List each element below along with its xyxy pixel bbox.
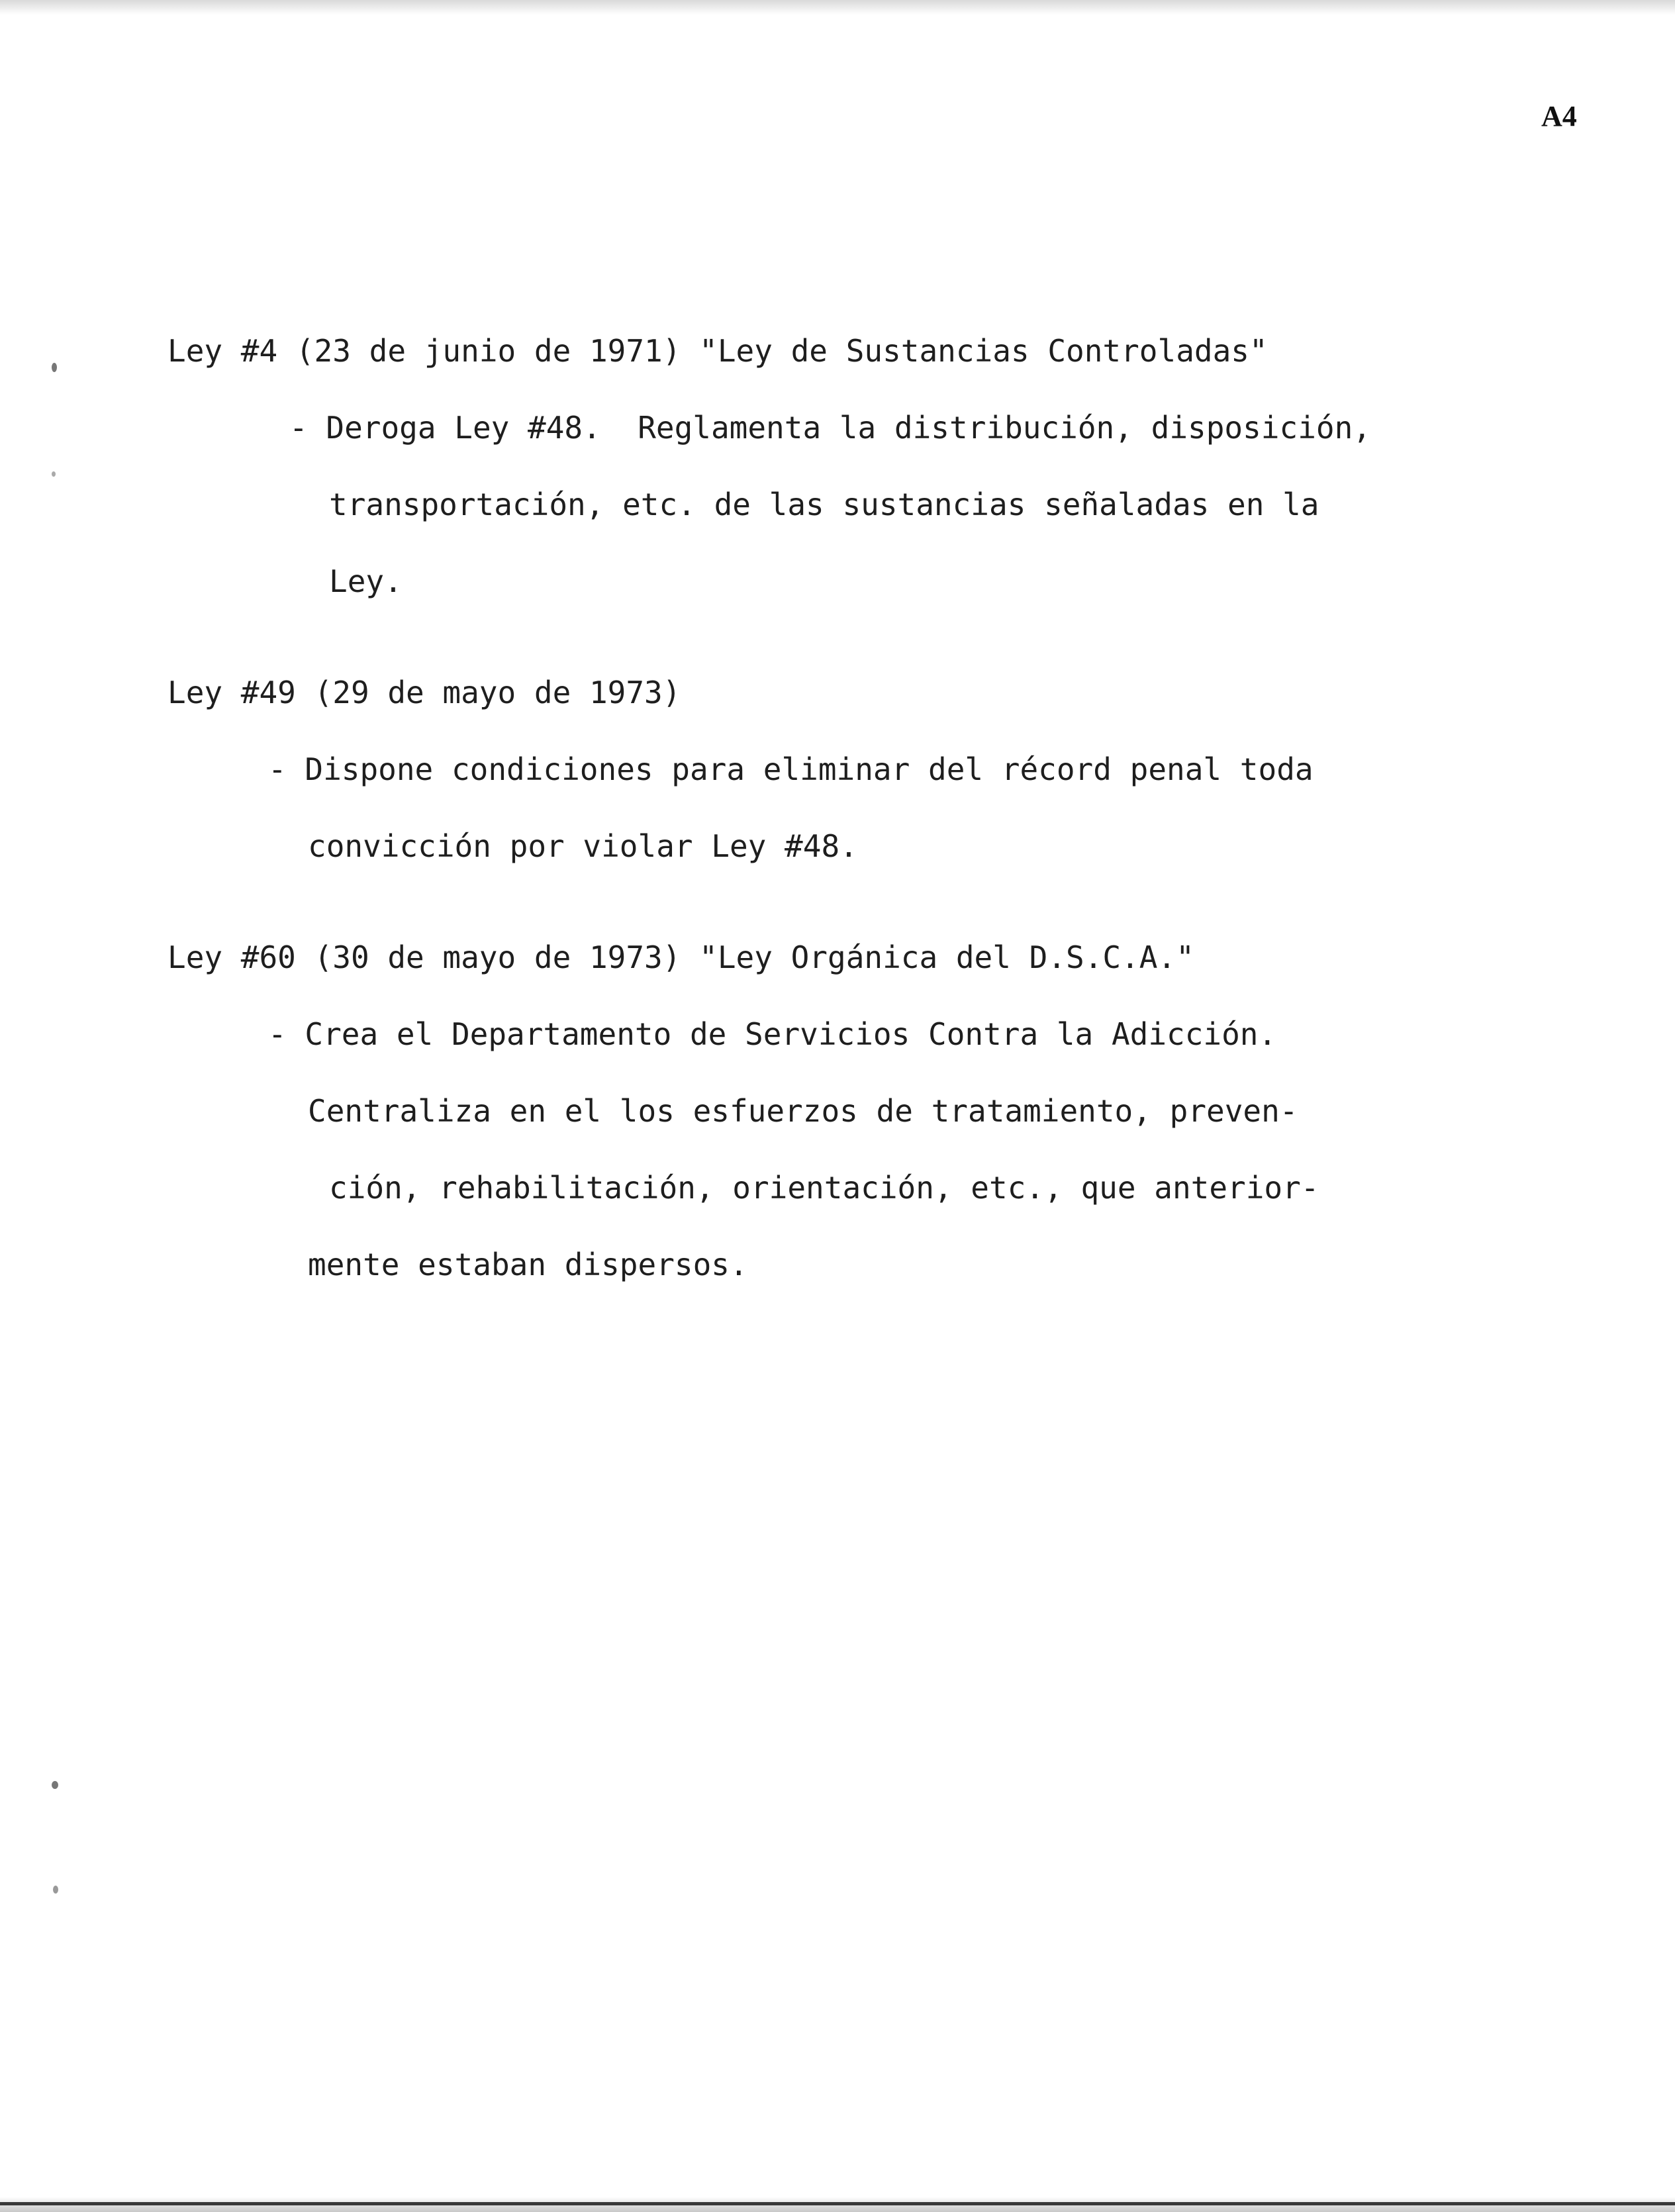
scan-speck bbox=[52, 471, 56, 477]
entry-line: transportación, etc. de las sustancias señaladas en la bbox=[329, 487, 1319, 522]
scan-speck bbox=[53, 1886, 58, 1894]
entry-line: - Deroga Ley #48. Reglamenta la distribución, disposición, bbox=[289, 410, 1371, 446]
page-number: A4 bbox=[1541, 100, 1577, 132]
entry-line: - Crea el Departamento de Servicios Contra la Adicción. bbox=[268, 1016, 1277, 1052]
page-top-edge bbox=[0, 0, 1675, 15]
entry-line: - Dispone condiciones para eliminar del récord penal toda bbox=[268, 751, 1314, 787]
entry-line: Centraliza en el los esfuerzos de tratamiento, preven- bbox=[308, 1093, 1298, 1129]
entry-heading: Ley #4 (23 de junio de 1971) "Ley de Sustancias Controladas" bbox=[168, 333, 1268, 369]
entry-heading: Ley #49 (29 de mayo de 1973) bbox=[168, 675, 681, 710]
entry-line: Ley. bbox=[329, 563, 403, 599]
scan-speck bbox=[52, 363, 57, 372]
entry-line: mente estaban dispersos. bbox=[308, 1247, 748, 1282]
scan-speck bbox=[52, 1781, 58, 1789]
entry-heading: Ley #60 (30 de mayo de 1973) "Ley Orgánica del D.S.C.A." bbox=[168, 939, 1194, 975]
entry-line: ción, rehabilitación, orientación, etc., que anterior- bbox=[329, 1170, 1319, 1206]
entry-line: convicción por violar Ley #48. bbox=[308, 828, 858, 864]
page-bottom-rule bbox=[0, 2202, 1675, 2205]
